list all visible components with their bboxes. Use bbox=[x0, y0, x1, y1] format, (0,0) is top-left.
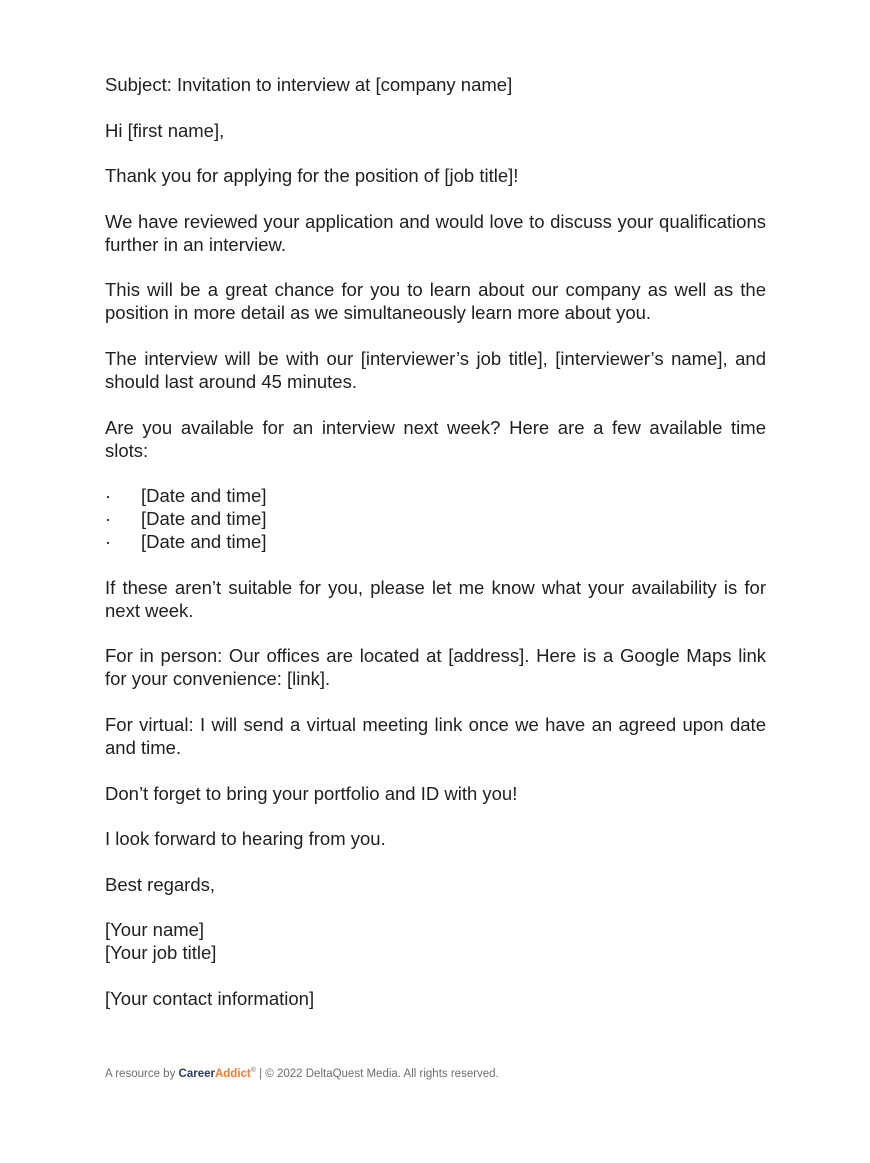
footer bbox=[105, 1067, 499, 1080]
in-person-paragraph: For in person: Our offices are located at [address]. Here is a Google Maps link for your convenience: [link]. bbox=[105, 645, 766, 690]
time-slot: [Date and time] bbox=[141, 485, 267, 507]
time-slot: [Date and time] bbox=[141, 531, 267, 553]
footer-copyright: | © 2022 DeltaQuest Media. All rights reserved. bbox=[255, 1067, 499, 1080]
greeting: Hi [first name], bbox=[105, 119, 225, 141]
subject-line: Subject: Invitation to interview at [company name] bbox=[105, 74, 513, 95]
brand-logo-addict: Addict bbox=[214, 1067, 251, 1080]
reviewed-paragraph: We have reviewed your application and would love to discuss your qualifications further in an interview. bbox=[105, 210, 766, 255]
footer-prefix: A resource by bbox=[105, 1067, 179, 1080]
bullet-icon: · bbox=[105, 485, 112, 507]
bullet-icon: · bbox=[105, 531, 112, 553]
list-item bbox=[105, 530, 766, 553]
bullet-icon: · bbox=[105, 508, 112, 530]
availability-paragraph: Are you available for an interview next week? Here are a few available time slots: bbox=[105, 416, 766, 461]
list-item bbox=[105, 507, 766, 530]
time-slot: [Date and time] bbox=[141, 508, 267, 530]
registered-mark: ® bbox=[250, 1067, 256, 1074]
virtual-paragraph: For virtual: I will send a virtual meeting link once we have an agreed upon date and time. bbox=[105, 713, 766, 758]
reminder-paragraph: Don’t forget to bring your portfolio and ID with you! bbox=[105, 782, 518, 804]
brand-logo-career: Career bbox=[178, 1067, 215, 1080]
time-slot-list bbox=[105, 484, 766, 553]
look-forward-paragraph: I look forward to hearing from you. bbox=[105, 828, 386, 850]
thanks-paragraph: Thank you for applying for the position of [job title]! bbox=[105, 165, 519, 187]
list-item bbox=[105, 484, 766, 507]
signature-title: [Your job title] bbox=[105, 942, 217, 964]
letter-body bbox=[105, 73, 766, 1010]
interviewer-paragraph: The interview will be with our [interviewer’s job title], [interviewer’s name], and should last around 45 minutes. bbox=[105, 347, 766, 392]
chance-paragraph: This will be a great chance for you to learn about our company as well as the position in more detail as we simultaneously learn more about you. bbox=[105, 279, 766, 324]
signature-name: [Your name] bbox=[105, 919, 205, 941]
closing: Best regards, bbox=[105, 873, 216, 895]
signature-contact: [Your contact information] bbox=[105, 987, 315, 1009]
not-suitable-paragraph: If these aren’t suitable for you, please let me know what your availability is for next week. bbox=[105, 576, 766, 621]
